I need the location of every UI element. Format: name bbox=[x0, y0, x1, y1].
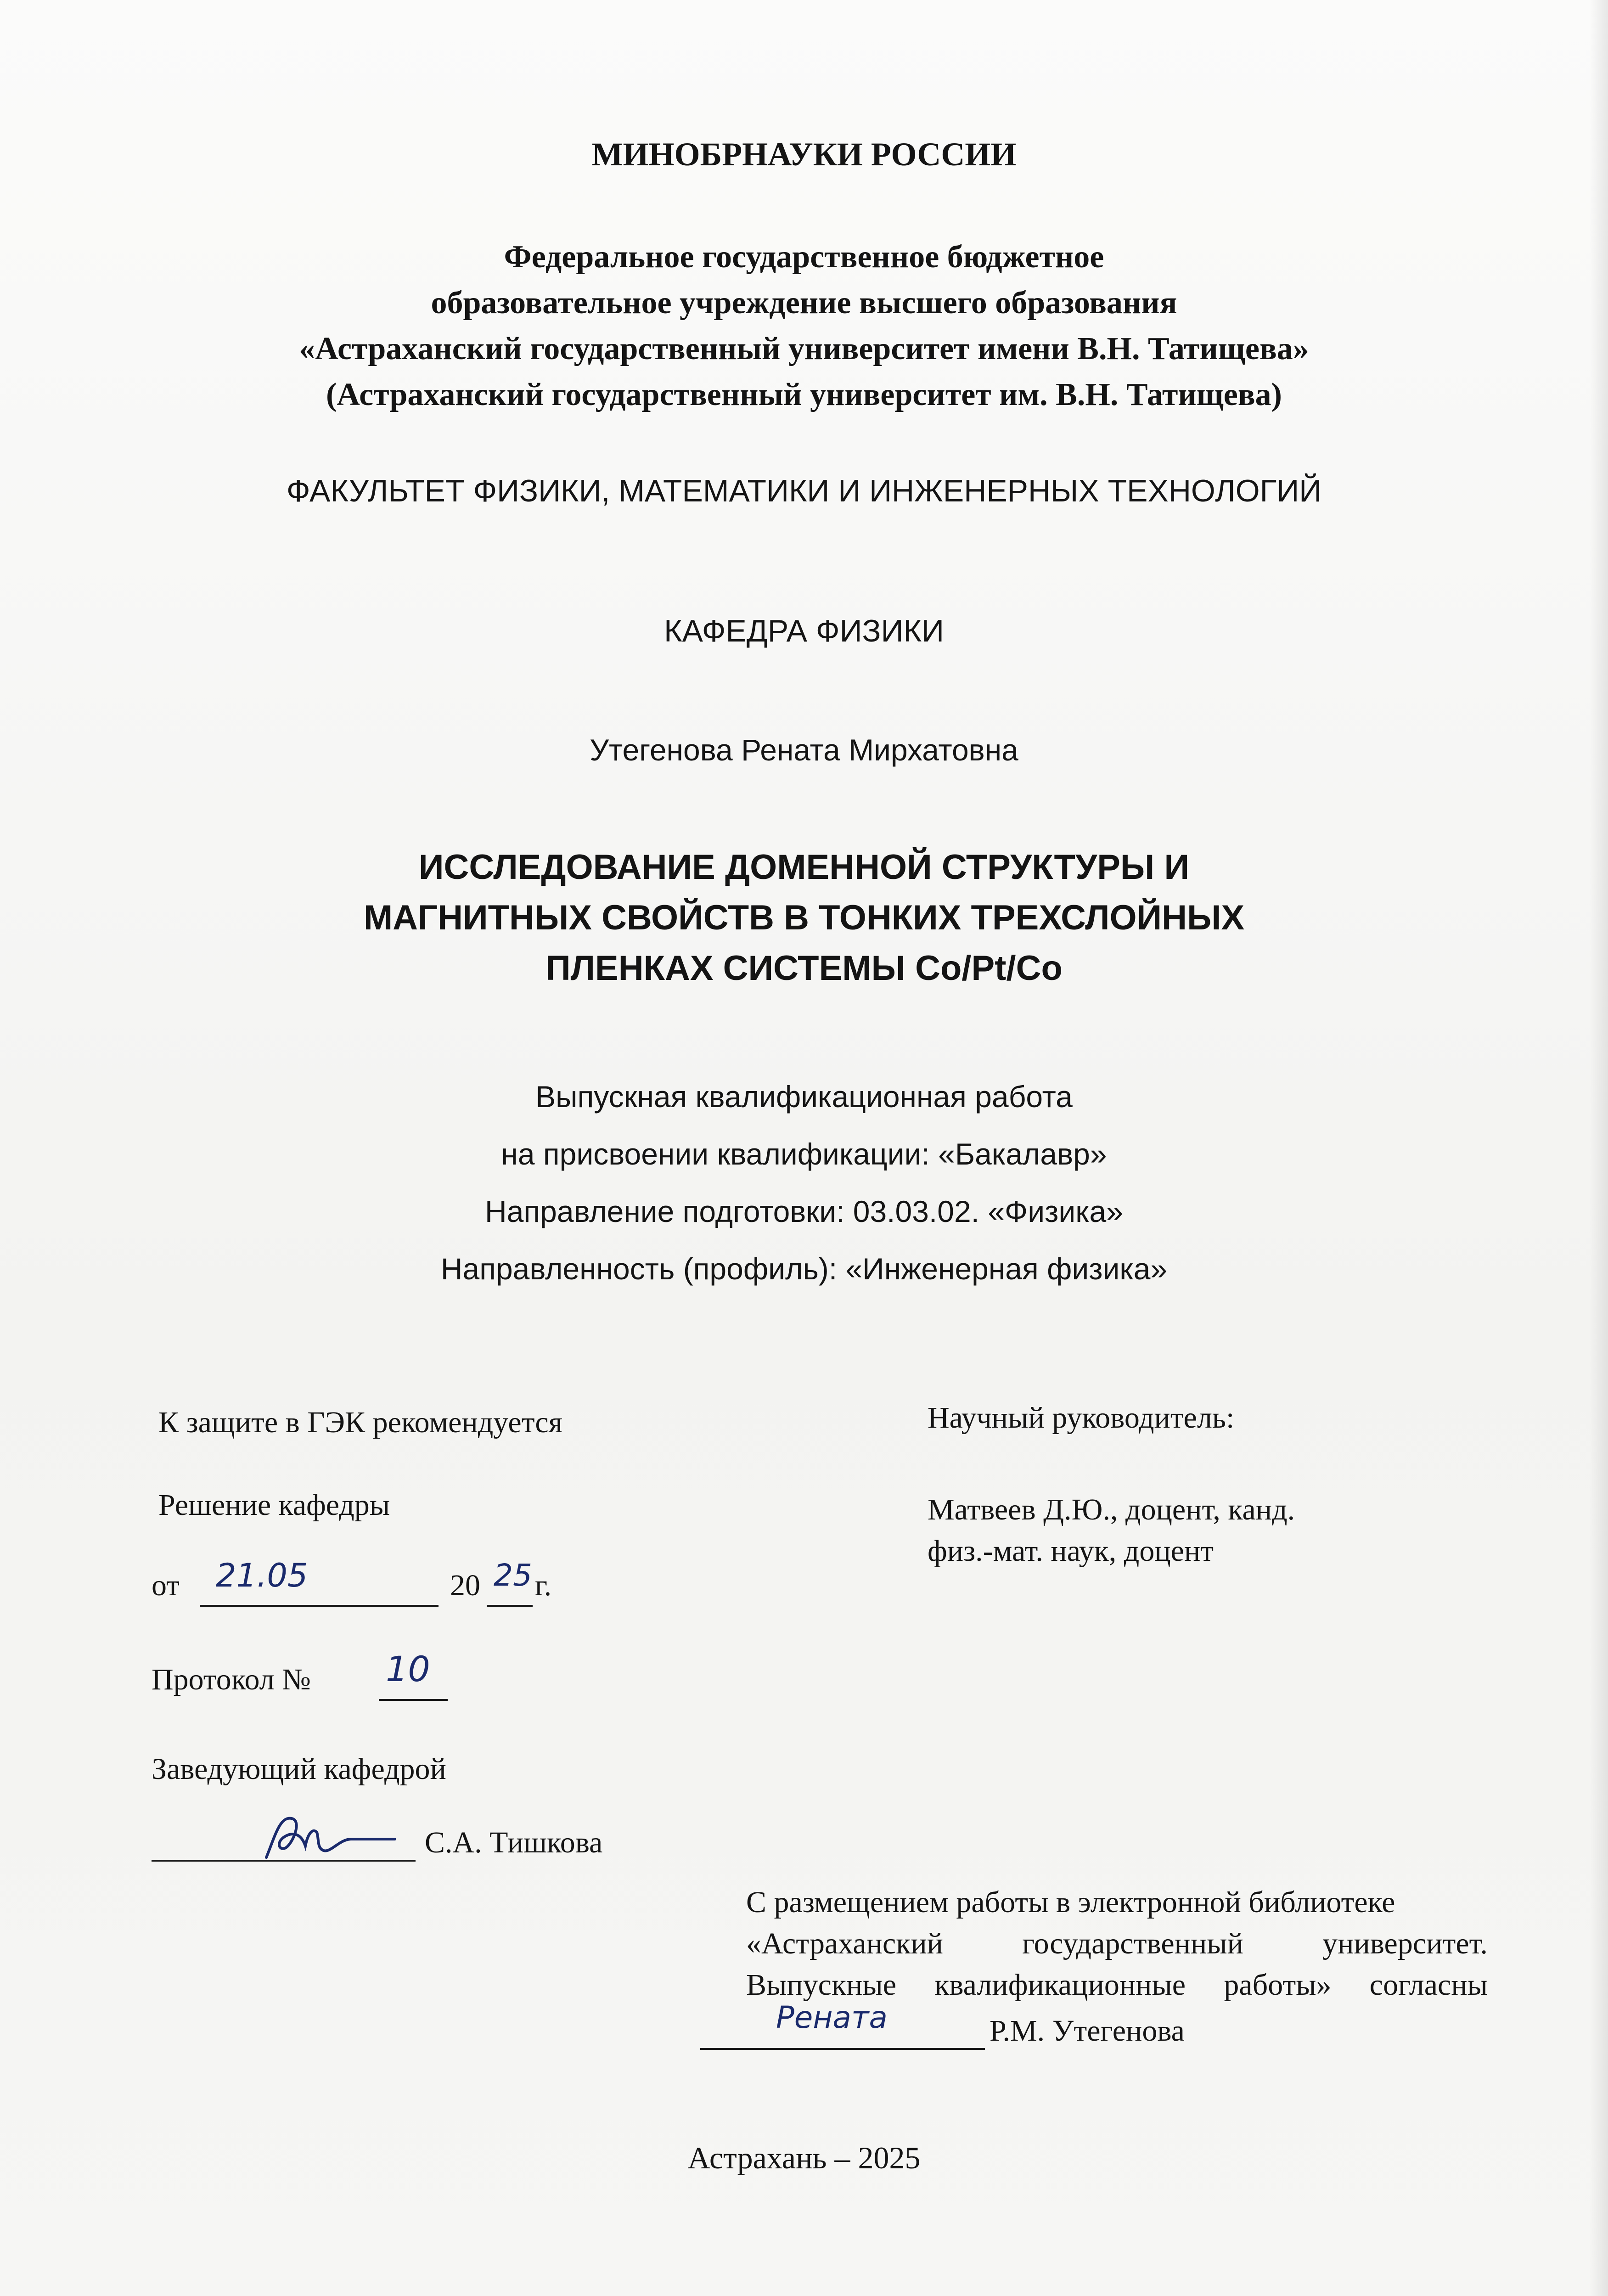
institution-line-3: «Астраханский государственный университет имени В.Н. Татищева» bbox=[299, 331, 1309, 366]
head-label: Заведующий кафедрой bbox=[152, 1752, 446, 1786]
head-name: С.А. Тишкова bbox=[425, 1826, 603, 1859]
protocol-label: Протокол № bbox=[152, 1663, 311, 1696]
head-signature bbox=[248, 1807, 404, 1867]
supervisor-line-2: физ.-мат. наук, доцент bbox=[928, 1534, 1214, 1568]
thesis-title-line-2: МАГНИТНЫХ СВОЙСТВ В ТОНКИХ ТРЕХСЛОЙНЫХ bbox=[363, 898, 1245, 937]
supervisor-label: Научный руководитель: bbox=[928, 1401, 1235, 1435]
thesis-title-line-1: ИССЛЕДОВАНИЕ ДОМЕННОЙ СТРУКТУРЫ И bbox=[418, 848, 1190, 887]
work-qualification: на присвоении квалификации: «Бакалавр» bbox=[501, 1137, 1107, 1171]
consent-signature: Рената bbox=[776, 2000, 888, 2035]
author-name: Утегенова Рената Мирхатовна bbox=[590, 733, 1018, 767]
ministry-heading: МИНОБРНАУКИ РОССИИ bbox=[591, 136, 1017, 173]
institution-line-4: (Астраханский государственный университет им. В.Н. Татищева) bbox=[326, 377, 1282, 412]
consent-line-1: С размещением работы в электронной библиотеке bbox=[746, 1885, 1395, 1919]
consent-name: Р.М. Утегенова bbox=[990, 2014, 1185, 2048]
consent-line-3: Выпускные квалификационные работы» согласны bbox=[746, 1968, 1488, 2002]
date-handwritten: 21.05 bbox=[216, 1557, 308, 1594]
supervisor-line-1: Матвеев Д.Ю., доцент, канд. bbox=[928, 1493, 1295, 1526]
city-year: Астрахань – 2025 bbox=[687, 2140, 921, 2175]
faculty-heading: ФАКУЛЬТЕТ ФИЗИКИ, МАТЕМАТИКИ И ИНЖЕНЕРНЫХ ТЕХНОЛОГИЙ bbox=[286, 473, 1322, 508]
date-prefix: от bbox=[152, 1569, 180, 1602]
year-handwritten: 25 bbox=[494, 1558, 532, 1593]
consent-line-2: «Астраханский государственный университет. bbox=[746, 1927, 1488, 1960]
year-prefix: 20 bbox=[450, 1569, 480, 1602]
thesis-title-line-3: ПЛЕНКАХ СИСТЕМЫ Co/Pt/Co bbox=[545, 949, 1063, 988]
year-suffix: г. bbox=[535, 1569, 552, 1602]
defense-recommend: К защите в ГЭК рекомендуется bbox=[158, 1406, 563, 1439]
work-direction: Направление подготовки: 03.03.02. «Физика» bbox=[485, 1194, 1123, 1228]
year-underline bbox=[487, 1605, 533, 1607]
date-underline bbox=[200, 1605, 439, 1607]
institution-line-1: Федеральное государственное бюджетное bbox=[504, 239, 1104, 275]
consent-signature-line bbox=[700, 2048, 985, 2050]
work-type: Выпускная квалификационная работа bbox=[535, 1080, 1073, 1114]
defense-decision: Решение кафедры bbox=[158, 1488, 390, 1522]
department-heading: КАФЕДРА ФИЗИКИ bbox=[664, 613, 944, 648]
protocol-handwritten: 10 bbox=[386, 1649, 430, 1689]
protocol-underline bbox=[379, 1699, 448, 1701]
institution-line-2: образовательное учреждение высшего образования bbox=[431, 285, 1177, 321]
work-profile: Направленность (профиль): «Инженерная физика» bbox=[440, 1252, 1168, 1286]
